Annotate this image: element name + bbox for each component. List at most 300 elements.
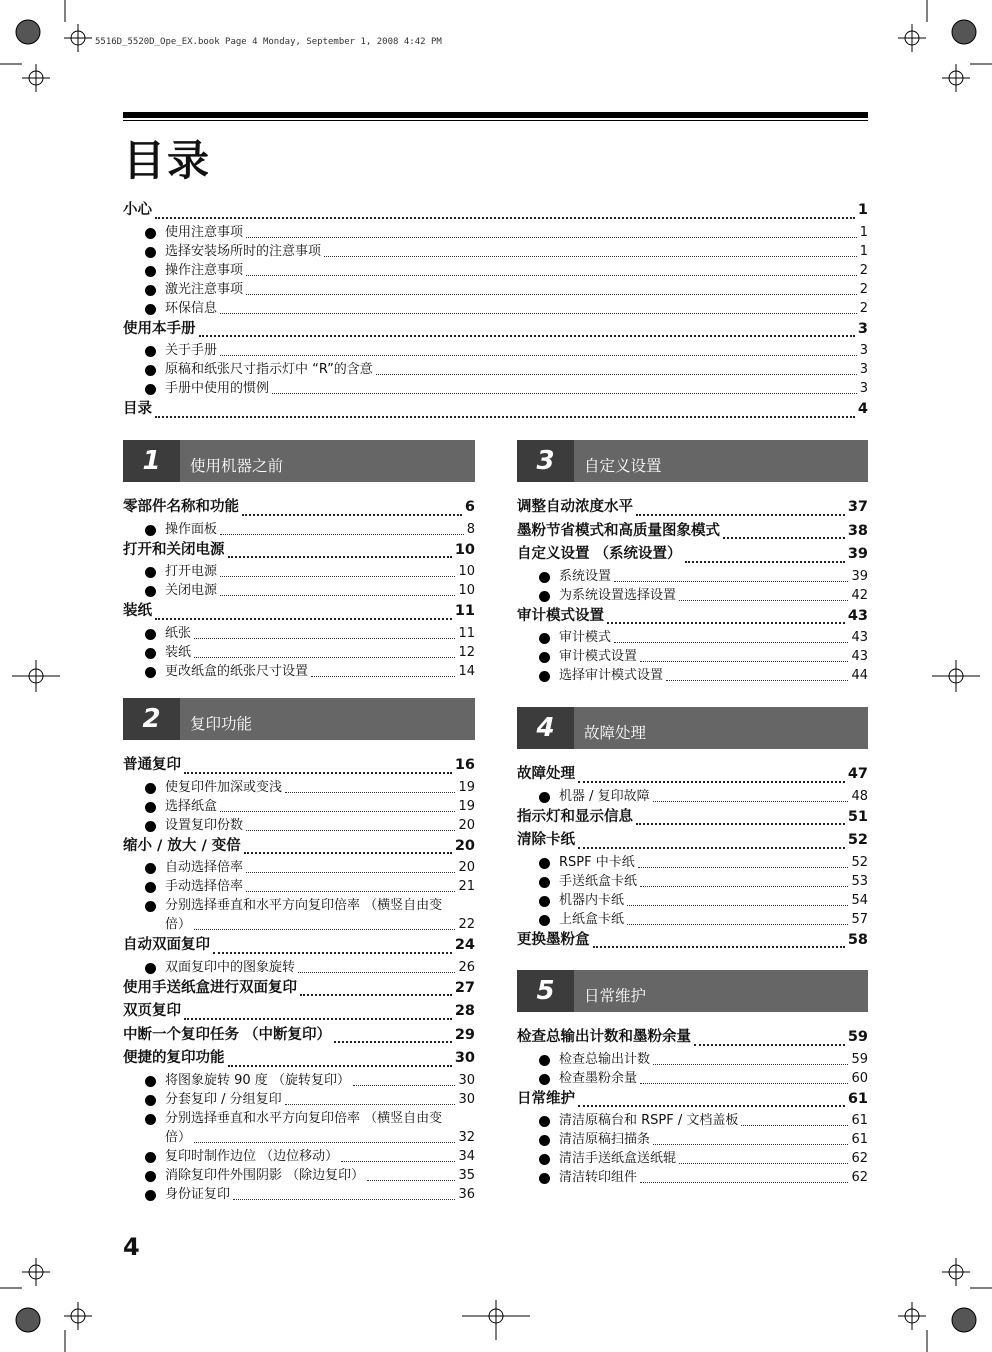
toc-entry[interactable] xyxy=(517,496,868,520)
toc-page-number: 12 xyxy=(458,644,475,660)
toc-entry-text: 选择安装场所时的注意事项 xyxy=(165,243,322,259)
toc-subentry[interactable] xyxy=(123,896,475,934)
toc-page-number: 47 xyxy=(847,766,868,782)
bullet-icon xyxy=(145,1076,156,1087)
chapter-5-header xyxy=(517,970,868,1012)
toc-page-number: 27 xyxy=(454,979,475,996)
toc-page-number: 21 xyxy=(458,879,475,894)
page-title: 目录 xyxy=(123,136,212,185)
leader-dots xyxy=(246,275,857,276)
leader-dots xyxy=(353,1085,456,1086)
leader-dots xyxy=(228,1065,452,1067)
toc-entry-text: 使用注意事项 xyxy=(165,224,244,240)
chapter-4-header xyxy=(517,707,868,749)
toc-page-number: 2 xyxy=(859,262,868,278)
toc-page-number: 43 xyxy=(851,630,868,645)
leader-dots xyxy=(334,1041,452,1043)
bullet-icon xyxy=(145,821,156,832)
toc-page-number: 53 xyxy=(851,873,868,889)
toc-entry-text: 缩小 / 放大 / 变倍 xyxy=(123,837,241,854)
toc-page-number: 36 xyxy=(458,1186,475,1202)
toc-page-number: 52 xyxy=(847,832,868,848)
bullet-icon xyxy=(145,586,156,597)
bullet-icon xyxy=(539,1154,550,1165)
toc-entry-text: 双页复印 xyxy=(123,1003,181,1019)
bullet-icon xyxy=(145,247,156,258)
toc-subentry[interactable] xyxy=(517,647,868,666)
toc-entry[interactable] xyxy=(517,605,868,629)
toc-page-number: 62 xyxy=(851,1151,868,1166)
toc-subentry[interactable] xyxy=(123,562,475,581)
toc-entry-text: 装纸 xyxy=(165,644,192,660)
toc-entry-text: 设置复印份数 xyxy=(165,817,244,833)
leader-dots xyxy=(578,781,845,783)
toc-entry[interactable] xyxy=(517,829,868,853)
toc-entry-text: 激光注意事项 xyxy=(165,281,244,297)
bullet-icon xyxy=(145,648,156,659)
toc-page-number: 59 xyxy=(851,1051,868,1067)
chapter-number: 3 xyxy=(517,440,574,482)
toc-subentry[interactable] xyxy=(123,581,475,600)
toc-entry[interactable] xyxy=(123,199,868,223)
toc-page-number: 10 xyxy=(458,564,475,579)
toc-subentry[interactable] xyxy=(517,787,868,806)
toc-entry-text: 清洁转印组件 xyxy=(559,1170,638,1185)
toc-entry[interactable] xyxy=(517,806,868,830)
bullet-icon xyxy=(145,525,156,536)
print-header: 5516D_5520D_Ope_EX.book Page 4 Monday, September 1, 2008 4:42 PM xyxy=(95,37,442,47)
toc-page-number: 43 xyxy=(851,649,868,664)
toc-entry-text: 消除复印件外围阴影 （除边复印） xyxy=(165,1167,365,1183)
chapter-3-section xyxy=(517,440,868,685)
leader-dots xyxy=(244,852,452,854)
toc-entry-text: 指示灯和显示信息 xyxy=(517,808,633,825)
leader-dots xyxy=(679,600,848,601)
bullet-icon xyxy=(539,896,550,907)
bullet-icon xyxy=(145,228,156,239)
toc-subentry[interactable] xyxy=(123,958,475,977)
toc-entry-text: 清洁原稿扫描条 xyxy=(559,1132,651,1147)
toc-entry-text: 上纸盒卡纸 xyxy=(559,911,625,927)
toc-subentry[interactable] xyxy=(123,261,868,280)
toc-subentry[interactable] xyxy=(123,643,475,662)
leader-dots xyxy=(685,561,845,563)
toc-entry-text: 更换墨粉盒 xyxy=(517,931,590,948)
leader-dots xyxy=(184,1018,452,1020)
toc-entry-text: 装纸 xyxy=(123,603,152,619)
page-number: 4 xyxy=(123,1233,140,1261)
leader-dots xyxy=(246,830,455,831)
toc-entry-text: 复印时制作边位 （边位移动） xyxy=(165,1148,339,1164)
bullet-icon xyxy=(539,915,550,926)
toc-page-number: 52 xyxy=(851,854,868,870)
bullet-icon xyxy=(145,667,156,678)
toc-entry-text: 便捷的复印功能 xyxy=(123,1050,225,1066)
toc-subentry[interactable] xyxy=(123,520,475,539)
leader-dots xyxy=(627,905,848,906)
toc-subentry[interactable] xyxy=(123,778,475,797)
toc-page-number: 30 xyxy=(458,1072,475,1088)
toc-page-number: 11 xyxy=(458,625,475,641)
toc-page-number: 44 xyxy=(851,668,868,683)
toc-subentry[interactable] xyxy=(517,1130,868,1149)
chapter-title: 日常维护 xyxy=(584,987,647,1005)
bullet-icon xyxy=(145,963,156,974)
bullet-icon xyxy=(145,1190,156,1201)
toc-subentry[interactable] xyxy=(517,586,868,605)
toc-subentry[interactable] xyxy=(517,891,868,910)
bullet-icon xyxy=(145,882,156,893)
leader-dots xyxy=(640,1182,848,1183)
toc-subentry[interactable] xyxy=(517,1149,868,1168)
leader-dots xyxy=(242,514,462,516)
toc-entry-text: 手送纸盒卡纸 xyxy=(559,873,638,889)
bullet-icon xyxy=(145,629,156,640)
top-toc xyxy=(123,199,868,422)
leader-dots xyxy=(220,534,464,535)
toc-page-number: 61 xyxy=(851,1132,868,1147)
toc-entry-text: 故障处理 xyxy=(517,766,575,782)
toc-page-number: 3 xyxy=(859,362,868,377)
toc-page-number: 26 xyxy=(458,959,475,975)
toc-entry[interactable] xyxy=(123,600,475,624)
toc-entry[interactable] xyxy=(517,543,868,567)
leader-dots xyxy=(298,972,455,973)
toc-entry-text: 审计模式设置 xyxy=(559,649,638,664)
toc-entry-text: 操作面板 xyxy=(165,521,218,537)
toc-entry[interactable] xyxy=(123,318,868,342)
toc-page-number: 28 xyxy=(454,1003,475,1019)
chapter-title: 自定义设置 xyxy=(584,457,662,475)
toc-entry[interactable] xyxy=(123,398,868,422)
leader-dots xyxy=(155,618,452,620)
toc-subentry[interactable] xyxy=(517,1050,868,1069)
leader-dots xyxy=(272,393,857,394)
leader-dots xyxy=(155,416,855,418)
bullet-icon xyxy=(539,792,550,803)
toc-subentry[interactable] xyxy=(517,853,868,872)
toc-page-number: 58 xyxy=(847,931,868,948)
toc-entry-text: 自定义设置 （系统设置） xyxy=(517,546,682,562)
leader-dots xyxy=(194,1142,455,1143)
toc-page-number: 19 xyxy=(458,779,475,795)
leader-dots xyxy=(324,256,857,257)
bullet-icon xyxy=(539,1135,550,1146)
toc-page-number: 32 xyxy=(458,1129,475,1145)
toc-page-number: 62 xyxy=(851,1170,868,1185)
bullet-icon xyxy=(145,304,156,315)
toc-page-number: 61 xyxy=(847,1090,868,1107)
toc-entry-text: 打开和关闭电源 xyxy=(123,541,225,558)
leader-dots xyxy=(220,811,455,812)
toc-entry-text: 双面复印中的图象旋转 xyxy=(165,959,296,975)
leader-dots xyxy=(614,581,848,582)
bullet-icon xyxy=(145,802,156,813)
toc-page-number: 2 xyxy=(859,281,868,297)
leader-dots xyxy=(341,1161,455,1162)
chapter-5-section xyxy=(517,970,868,1187)
toc-entry-text: 分套复印 / 分组复印 xyxy=(165,1091,282,1107)
toc-page-number: 3 xyxy=(859,343,868,358)
toc-subentry[interactable] xyxy=(517,1111,868,1130)
leader-dots xyxy=(233,1199,455,1200)
chapter-2-header xyxy=(123,698,475,740)
chapter-number: 5 xyxy=(517,970,574,1012)
leader-dots xyxy=(636,514,845,516)
toc-page-number: 14 xyxy=(458,663,475,679)
toc-subentry[interactable] xyxy=(123,299,868,318)
toc-page-number: 30 xyxy=(454,1050,475,1066)
toc-subentry[interactable] xyxy=(123,877,475,896)
leader-dots xyxy=(194,657,455,658)
toc-subentry[interactable] xyxy=(123,797,475,816)
chapter-number: 1 xyxy=(123,440,180,482)
toc-entry-text: 纸张 xyxy=(165,625,192,641)
leader-dots xyxy=(640,886,848,887)
toc-page-number: 11 xyxy=(454,603,475,619)
toc-page-number: 30 xyxy=(458,1091,475,1107)
toc-subentry[interactable] xyxy=(123,1071,475,1090)
leader-dots xyxy=(285,792,455,793)
toc-subentry[interactable] xyxy=(517,1069,868,1088)
toc-entry[interactable] xyxy=(517,1088,868,1112)
toc-entry[interactable] xyxy=(123,835,475,859)
toc-entry-text: 检查总输出计数 xyxy=(559,1051,651,1067)
toc-subentry[interactable] xyxy=(123,341,868,360)
chapter-1-header xyxy=(123,440,475,482)
toc-entry-text: 审计模式设置 xyxy=(517,607,604,624)
leader-dots xyxy=(640,1083,848,1084)
toc-page-number: 43 xyxy=(847,607,868,624)
toc-subentry[interactable] xyxy=(517,910,868,929)
leader-dots xyxy=(741,1125,848,1126)
toc-entry-text: 原稿和纸张尺寸指示灯中 “R”的含意 xyxy=(165,362,373,377)
leader-dots xyxy=(723,537,845,539)
bullet-icon xyxy=(539,671,550,682)
toc-subentry[interactable] xyxy=(517,628,868,647)
chapter-1-section xyxy=(123,440,475,681)
bullet-icon xyxy=(145,1152,156,1163)
toc-entry-text: 检查墨粉余量 xyxy=(559,1070,638,1086)
leader-dots xyxy=(578,1105,845,1107)
toc-entry-text: 检查总输出计数和墨粉余量 xyxy=(517,1029,691,1045)
toc-entry-text: 日常维护 xyxy=(517,1090,575,1107)
bullet-icon xyxy=(539,633,550,644)
toc-page-number: 20 xyxy=(454,837,475,854)
toc-entry-text-cont: 倍） xyxy=(165,917,192,932)
leader-dots xyxy=(220,576,455,577)
toc-entry-text: 自动双面复印 xyxy=(123,937,210,953)
leader-dots xyxy=(666,680,848,681)
toc-subentry[interactable] xyxy=(123,1185,475,1204)
bullet-icon xyxy=(145,346,156,357)
toc-subentry[interactable] xyxy=(123,223,868,242)
leader-dots xyxy=(653,1064,848,1065)
leader-dots xyxy=(640,661,848,662)
toc-entry-text: 清洁原稿台和 RSPF / 文档盖板 xyxy=(559,1113,739,1128)
toc-entry[interactable] xyxy=(517,1026,868,1050)
toc-subentry[interactable] xyxy=(123,816,475,835)
toc-subentry[interactable] xyxy=(123,1090,475,1109)
leader-dots xyxy=(578,847,845,849)
toc-subentry[interactable] xyxy=(123,624,475,643)
toc-page-number: 39 xyxy=(847,546,868,562)
toc-page-number: 24 xyxy=(454,937,475,953)
toc-page-number: 19 xyxy=(458,798,475,814)
toc-page-number: 2 xyxy=(859,300,868,316)
bullet-icon xyxy=(145,901,156,912)
toc-entry-text: 打开电源 xyxy=(165,564,218,579)
toc-subentry[interactable] xyxy=(123,662,475,681)
bullet-icon xyxy=(145,285,156,296)
bullet-icon xyxy=(539,858,550,869)
chapter-number: 4 xyxy=(517,707,574,749)
toc-entry[interactable] xyxy=(517,763,868,787)
chapter-2-section xyxy=(123,698,475,1204)
leader-dots xyxy=(246,891,455,892)
leader-dots xyxy=(194,929,455,930)
toc-entry-text: 使复印件加深或变浅 xyxy=(165,779,283,795)
toc-page-number: 60 xyxy=(851,1070,868,1086)
leader-dots xyxy=(367,1180,455,1181)
toc-entry[interactable] xyxy=(123,539,475,563)
bullet-icon xyxy=(539,652,550,663)
toc-entry[interactable] xyxy=(517,520,868,544)
toc-subentry[interactable] xyxy=(123,360,868,379)
leader-dots xyxy=(607,622,845,624)
leader-dots xyxy=(246,872,455,873)
toc-page-number: 4 xyxy=(857,401,868,417)
bullet-icon xyxy=(539,1074,550,1085)
toc-entry-text-cont: 倍） xyxy=(165,1129,192,1145)
bullet-icon xyxy=(145,1114,156,1125)
chapter-title: 使用机器之前 xyxy=(190,457,284,475)
toc-entry-text: 中断一个复印任务 （中断复印） xyxy=(123,1026,332,1043)
bullet-icon xyxy=(539,877,550,888)
toc-subentry[interactable] xyxy=(123,1166,475,1185)
toc-entry-text: 零部件名称和功能 xyxy=(123,499,239,515)
toc-page-number: 1 xyxy=(857,202,868,218)
toc-entry-text: 将图象旋转 90 度 （旋转复印） xyxy=(165,1072,350,1088)
toc-subentry[interactable] xyxy=(123,242,868,261)
toc-page-number: 3 xyxy=(859,381,868,396)
toc-entry-text: 系统设置 xyxy=(559,568,612,584)
bullet-icon xyxy=(145,1171,156,1182)
leader-dots xyxy=(220,313,857,314)
leader-dots xyxy=(636,823,845,825)
chapter-3-header xyxy=(517,440,868,482)
toc-entry-text: 为系统设置选择设置 xyxy=(559,587,677,603)
toc-subentry[interactable] xyxy=(123,379,868,398)
leader-dots xyxy=(300,994,452,996)
toc-page-number: 51 xyxy=(847,808,868,825)
toc-entry-text: 机器 / 复印故障 xyxy=(559,788,650,804)
toc-subentry[interactable] xyxy=(517,666,868,685)
bullet-icon xyxy=(539,591,550,602)
toc-page-number: 61 xyxy=(851,1113,868,1128)
leader-dots xyxy=(679,1163,848,1164)
toc-entry-text: 关于手册 xyxy=(165,343,218,358)
toc-entry-text: 目录 xyxy=(123,401,152,417)
toc-subentry[interactable] xyxy=(123,1147,475,1166)
toc-entry[interactable] xyxy=(123,754,475,778)
leader-dots xyxy=(694,1044,845,1046)
toc-entry-text: 自动选择倍率 xyxy=(165,860,244,875)
leader-dots xyxy=(593,946,845,948)
toc-page-number: 22 xyxy=(458,917,475,932)
toc-entry-text: 调整自动浓度水平 xyxy=(517,499,633,515)
leader-dots xyxy=(199,335,855,337)
leader-dots xyxy=(246,237,857,238)
toc-subentry[interactable] xyxy=(517,872,868,891)
chapter-title: 复印功能 xyxy=(190,715,253,733)
bullet-icon xyxy=(539,1055,550,1066)
leader-dots xyxy=(285,1104,456,1105)
toc-entry-text: 清洁手送纸盒送纸辊 xyxy=(559,1151,677,1166)
bullet-icon xyxy=(145,567,156,578)
leader-dots xyxy=(194,638,455,639)
bullet-icon xyxy=(145,266,156,277)
toc-entry-text: 身份证复印 xyxy=(165,1186,231,1202)
toc-entry-text: 更改纸盒的纸张尺寸设置 xyxy=(165,663,309,679)
toc-page-number: 16 xyxy=(454,757,475,773)
toc-entry-text: 使用手送纸盒进行双面复印 xyxy=(123,979,297,996)
bullet-icon xyxy=(145,365,156,376)
toc-page-number: 35 xyxy=(458,1167,475,1183)
leader-dots xyxy=(220,355,857,356)
bullet-icon xyxy=(539,1173,550,1184)
leader-dots xyxy=(155,217,855,219)
leader-dots xyxy=(638,867,849,868)
toc-entry[interactable] xyxy=(123,977,475,1001)
toc-entry[interactable] xyxy=(123,1047,475,1071)
leader-dots xyxy=(376,374,857,375)
toc-entry-text: 小心 xyxy=(123,202,152,218)
toc-entry-text: 清除卡纸 xyxy=(517,832,575,848)
leader-dots xyxy=(653,1144,848,1145)
toc-page-number: 3 xyxy=(857,320,868,337)
toc-page-number: 29 xyxy=(454,1026,475,1043)
toc-entry-text: 选择审计模式设置 xyxy=(559,668,664,683)
toc-subentry[interactable] xyxy=(517,1168,868,1187)
toc-entry[interactable] xyxy=(123,934,475,958)
toc-page-number: 37 xyxy=(847,499,868,515)
leader-dots xyxy=(184,772,452,774)
leader-dots xyxy=(246,294,857,295)
toc-subentry[interactable] xyxy=(123,858,475,877)
bullet-icon xyxy=(145,863,156,874)
toc-entry-text: RSPF 中卡纸 xyxy=(559,854,635,870)
leader-dots xyxy=(653,801,849,802)
toc-entry[interactable] xyxy=(123,1024,475,1048)
toc-subentry[interactable] xyxy=(517,567,868,586)
toc-page-number: 1 xyxy=(859,224,868,240)
toc-entry-text: 机器内卡纸 xyxy=(559,892,625,908)
toc-entry[interactable] xyxy=(517,929,868,953)
toc-page-number: 10 xyxy=(458,583,475,598)
title-rule-thin xyxy=(123,120,868,121)
toc-page-number: 6 xyxy=(464,499,475,515)
toc-subentry[interactable] xyxy=(123,1109,475,1147)
leader-dots xyxy=(311,676,455,677)
toc-entry[interactable] xyxy=(123,496,475,520)
toc-entry[interactable] xyxy=(123,1000,475,1024)
toc-subentry[interactable] xyxy=(123,280,868,299)
toc-page-number: 10 xyxy=(454,541,475,558)
toc-entry-text: 手动选择倍率 xyxy=(165,879,244,894)
toc-page-number: 38 xyxy=(847,522,868,539)
chapter-number: 2 xyxy=(123,698,180,740)
